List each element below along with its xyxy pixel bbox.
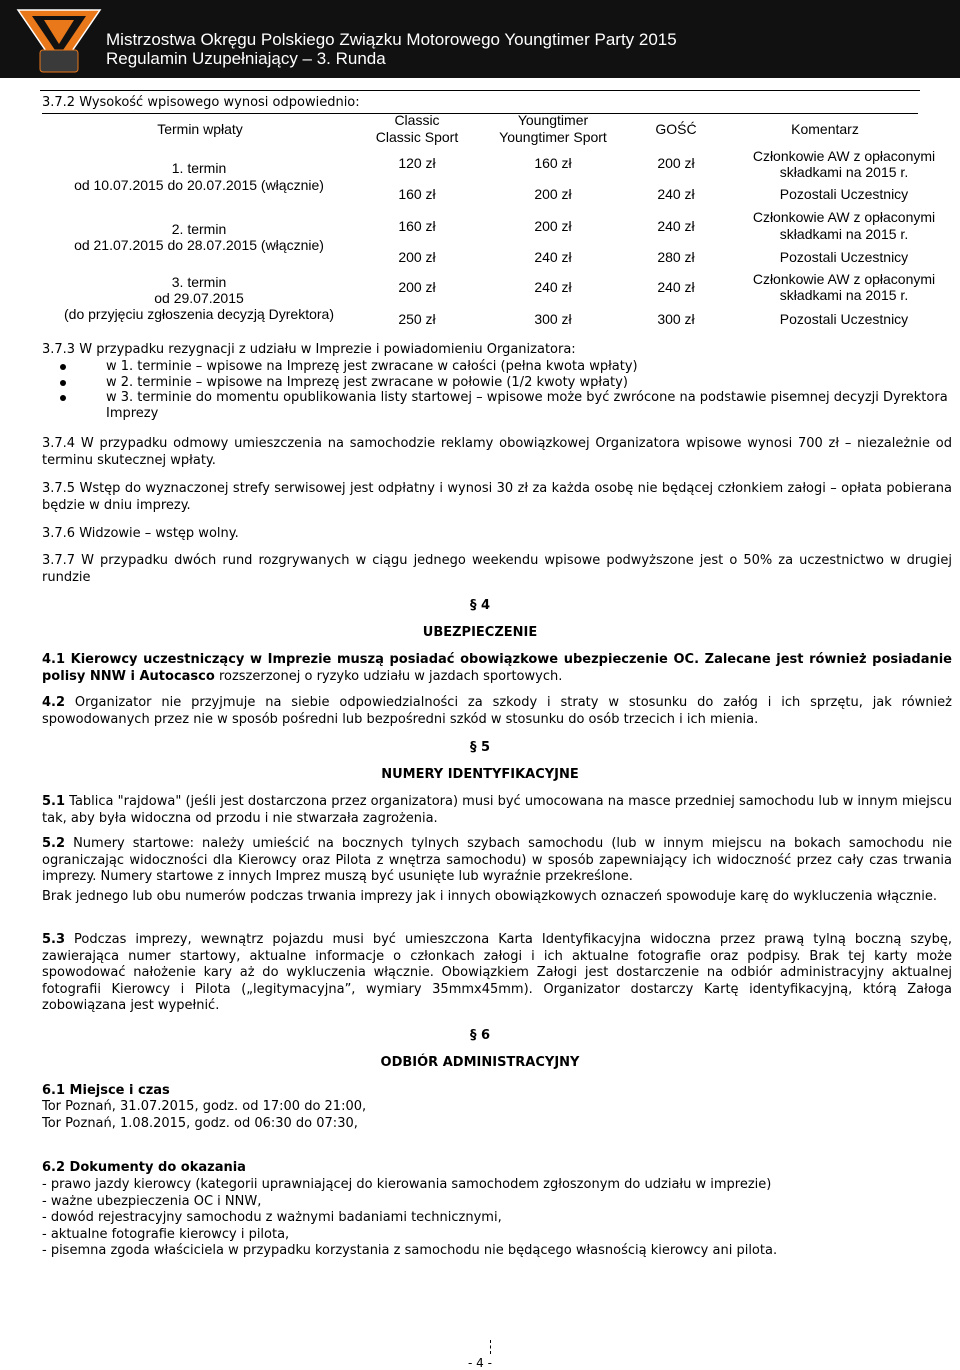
s6-number: § 6 (469, 1028, 491, 1043)
header-title-line2: Regulamin Uzupełniający – 3. Runda (106, 49, 386, 68)
row-3-guest: 280 zł (657, 249, 695, 265)
header-guest: GOŚĆ (655, 121, 697, 137)
header-classic-2: Classic Sport (375, 129, 459, 145)
p377: 3.7.7 W przypadku dwóch rund rozgrywanych w ciągu jednego weekendu wpisowe podwyższone jest o 50% za uczestnictwo w drugiej rundzie (42, 553, 952, 585)
row-0-classic: 120 zł (398, 155, 436, 171)
s5-p3-num: 5.3 (42, 932, 66, 947)
row-3-youngtimer: 240 zł (534, 249, 572, 265)
row-4-youngtimer: 240 zł (534, 279, 572, 295)
header-title (106, 30, 677, 68)
s5-p1-num: 5.1 (42, 794, 66, 809)
page-number: - 4 - (468, 1356, 492, 1370)
row-1-youngtimer: 200 zł (534, 186, 572, 202)
term-3-line3: (do przyjęciu zgłoszenia decyzją Dyrektora) (64, 306, 334, 322)
list-item: - pisemna zgoda właściciela w przypadku korzystania z samochodu nie będącego własnością kierowcy ani pilota. (42, 1243, 778, 1258)
row-3-comment: Pozostali Uczestnicy (779, 249, 909, 265)
row-4-classic: 200 zł (398, 279, 436, 295)
row-5-comment: Pozostali Uczestnicy (779, 311, 909, 327)
row-2-guest: 240 zł (657, 218, 695, 234)
header-term: Termin wpłaty (157, 121, 243, 137)
p373-item: w 3. terminie do momentu opublikowania listy startowej – wpisowe może być zwrócone na podstawie pisemnej decyzji Dyrektora Imprezy (42, 390, 952, 421)
s5-title: NUMERY IDENTYFIKACYJNE (381, 767, 579, 782)
s6-sub2-lines (42, 1177, 952, 1260)
bullet-icon (60, 364, 66, 370)
s4-p1-rest: rozszerzonej o ryzyko udziału w jazdach sportowych. (214, 668, 563, 684)
list-item: - aktualne fotografie kierowcy i pilota, (42, 1226, 290, 1242)
s5-p2-text: Numery startowe: należy umieścić na bocznych tylnych szybach samochodu (lub w innym miejscu na bokach samochodu nie ograniczając widoczności dla Kierowcy oraz Pilota z wnętrza samochodu) w sposób zapewniający ich widoczność przez cały czas trwania imprezy. Numery startowe z innych Imprez muszą być usunięte lub wyraźnie przekreślone. (42, 836, 952, 884)
p374: 3.7.4 W przypadku odmowy umieszczenia na samochodzie reklamy obowiązkowej Organizatora wpisowe wynosi 700 zł – niezależnie od terminu skutecznej wpłaty. (42, 436, 952, 468)
s6-sub1-lines (42, 1099, 952, 1132)
footer-divider (490, 1340, 492, 1354)
s5-p1 (42, 794, 952, 827)
s4-p1 (42, 652, 952, 685)
s6-title: ODBIÓR ADMINISTRACYJNY (380, 1055, 580, 1070)
bullet-icon (60, 395, 66, 401)
row-5-classic: 250 zł (398, 311, 436, 327)
p373-item: w 1. terminie – wpisowe na Imprezę jest zwracane w całości (pełna kwota wpłaty) (42, 359, 952, 375)
s4-p2-text: Organizator nie przyjmuje na siebie odpowiedzialności za szkody i straty w stosunku do załóg i ich sprzętu, jak również spowodowanych przez nie w sposób pośredni lub bezpośredni szkód w stosunku do osób trzecich i ich mienia. (42, 695, 952, 727)
s4-p2-num: 4.2 (42, 695, 66, 710)
list-item: - dowód rejestracyjny samochodu z ważnymi badaniami technicznymi, (42, 1210, 502, 1225)
row-1-comment: Pozostali Uczestnicy (779, 186, 909, 202)
header-youngtimer-2: Youngtimer Sport (499, 129, 607, 145)
s5-p3-text: Podczas imprezy, wewnątrz pojazdu musi być umieszczona Karta Identyfikacyjna widoczna przez prawą tylną boczną szybę, zawierająca numer startowy, aktualne informacje o członkach załogi i ich aktualne fotografie oraz podpisy. Brak tej karty może spowodować nałożenie kary aż do wykluczenia włącznie. Obowiązkiem Załogi jest dostarczenie na odbiór administracyjny aktualnej fotografii Kierowcy i Pilota („legitymacyjna”, wymiary 35mmx45mm). Organizator dostarczy Kartę identyfikacyjną, którą Załoga zobowiązana jest wypełnić. (42, 932, 952, 1013)
list-item: Tor Poznań, 1.08.2015, godz. od 06:30 do 07:30, (42, 1115, 358, 1131)
row-1-classic: 160 zł (398, 186, 436, 202)
header-band (0, 0, 960, 78)
p375: 3.7.5 Wstęp do wyznaczonej strefy serwisowej jest odpłatny i wynosi 30 zł za każda osobę nie będącej członkiem załogi – opłata pobierana będzie w dniu imprezy. (42, 481, 952, 513)
header-youngtimer-1: Youngtimer (517, 112, 589, 128)
row-2-classic: 160 zł (398, 218, 436, 234)
club-logo-icon (14, 4, 104, 76)
p373-intro: 3.7.3 W przypadku rezygnacji z udziału w Imprezie i powiadomieniu Organizatora: (42, 342, 576, 357)
p373-list (42, 359, 952, 421)
row-2-youngtimer: 200 zł (534, 218, 572, 234)
s5-p3 (42, 932, 952, 1015)
term-1-line2: od 10.07.2015 do 20.07.2015 (włącznie) (74, 177, 324, 193)
header-rule (40, 90, 920, 91)
row-4-guest: 240 zł (657, 279, 695, 295)
row-5-youngtimer: 300 zł (534, 311, 572, 327)
row-3-classic: 200 zł (398, 249, 436, 265)
list-item: Tor Poznań, 31.07.2015, godz. od 17:00 do 21:00, (42, 1099, 367, 1114)
s4-title: UBEZPIECZENIE (422, 625, 538, 640)
row-5-guest: 300 zł (657, 311, 695, 327)
s4-p2 (42, 695, 952, 728)
s5-number: § 5 (469, 740, 491, 755)
term-2-line2: od 21.07.2015 do 28.07.2015 (włącznie) (74, 237, 324, 253)
term-3-line1: 3. termin (171, 274, 227, 290)
s6-sub1-title: 6.1 Miejsce i czas (42, 1083, 170, 1098)
list-item: - ważne ubezpieczenia OC i NNW, (42, 1193, 262, 1209)
s4-p1-bold: 4.1 Kierowcy uczestniczący w Imprezie muszą posiadać obowiązkowe ubezpieczenie OC. Zalecane jest również posiadanie polisy NNW i Autocasco (42, 652, 952, 684)
list-item: - prawo jazdy kierowcy (kategorii uprawniającej do kierowania samochodem zgłoszonym do udziału w imprezie) (42, 1177, 772, 1192)
header-title-line1: Mistrzostwa Okręgu Polskiego Związku Motorowego Youngtimer Party 2015 (106, 30, 677, 49)
row-4-comment-1: Członkowie AW z opłaconymi (752, 271, 936, 287)
s6-sub2-title: 6.2 Dokumenty do okazania (42, 1160, 246, 1175)
p376: 3.7.6 Widzowie – wstęp wolny. (42, 526, 239, 541)
row-2-comment-1: Członkowie AW z opłaconymi (752, 209, 936, 225)
term-2-line1: 2. termin (171, 221, 227, 237)
s5-p2-num: 5.2 (42, 836, 66, 851)
fee-intro: 3.7.2 Wysokość wpisowego wynosi odpowiednio: (42, 95, 360, 110)
s5-p1-text: Tablica "rajdowa" (jeśli jest dostarczona przez organizatora) musi być umocowana na masce przedniej samochodu lub w innym miejscu tak, aby była widoczna od przodu i nie stwarzała zagrożenia. (42, 794, 952, 826)
row-0-youngtimer: 160 zł (534, 155, 572, 171)
row-4-comment-2: składkami na 2015 r. (779, 287, 909, 303)
term-3-line2: od 29.07.2015 (154, 290, 244, 306)
header-classic-1: Classic (394, 112, 440, 128)
s5-p2 (42, 836, 952, 886)
row-0-guest: 200 zł (657, 155, 695, 171)
header-comment: Komentarz (791, 121, 859, 137)
row-0-comment-2: składkami na 2015 r. (779, 164, 909, 180)
row-2-comment-2: składkami na 2015 r. (779, 226, 909, 242)
term-1-line1: 1. termin (171, 160, 227, 176)
s4-number: § 4 (469, 598, 491, 613)
p373-item: w 2. terminie – wpisowe na Imprezę jest zwracane w połowie (1/2 kwoty wpłaty) (42, 375, 952, 391)
row-1-guest: 240 zł (657, 186, 695, 202)
s5-p2-extra: Brak jednego lub obu numerów podczas trwania imprezy jak i innych obowiązkowych oznaczeń spowoduje karę do wykluczenia włącznie. (42, 889, 937, 904)
row-0-comment-1: Członkowie AW z opłaconymi (752, 148, 936, 164)
bullet-icon (60, 380, 66, 386)
